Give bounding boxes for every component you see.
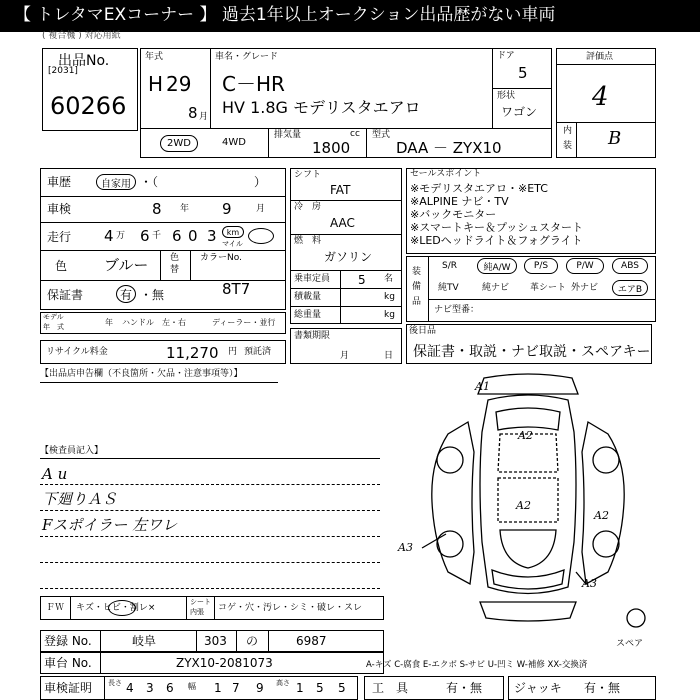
load-label: 積載量 [294,292,322,302]
load-unit: kg [384,292,395,302]
ac-value: AAC [330,216,355,230]
diagram-label-a3-left: A3 [398,541,413,554]
model-year-dealer: ディーラー・並行 [212,318,276,327]
color-change-label-1: 色 [170,253,180,263]
inspection-month-unit: 月 [256,204,266,214]
cert-width-digit: 7 [232,681,240,695]
body-type-value: ワゴン [501,105,538,119]
registration-pref: 岐阜 [132,634,157,648]
cert-length-digit: 6 [166,681,174,695]
cert-length-digit: 3 [146,681,154,695]
equipment-ext-navi: 外ナビ [571,283,599,293]
jack-value: 有・無 [584,681,621,695]
mileage-circle-mark [248,228,274,244]
warranty-yes: 有 [116,285,136,303]
inspection-month: 9 [222,200,232,218]
sales-point-item: ※モデリスタエアロ・※ETC [410,182,548,195]
cert-height-digit: 1 [296,681,304,695]
cert-width-digit: 1 [214,681,222,695]
inspector-note: A u [42,465,68,483]
recycle-label: リサイクル料金 [46,347,108,357]
diagram-label-a2-roof: A2 [516,499,531,512]
damage-legend: A-キズ C-腐食 E-エクボ S-サビ U-凹ミ W-補修 XX-交換済 [366,660,588,670]
model-year-handle: ハンドル 左・右 [122,318,186,327]
equipment-label-3: 品 [412,297,422,307]
equipment-sunroof: S/R [442,261,457,271]
sales-point-item: ※ALPINE ナビ・TV [410,195,509,208]
equipment-abs: ABS [612,258,648,274]
equipment-label-2: 備 [412,282,422,292]
registration-label: 登録 No. [44,634,92,648]
model-grade: HV 1.8G モデリスタエアロ [222,98,421,117]
diagram-label-a2-front: A2 [518,429,533,442]
shift-value: FAT [330,183,351,197]
inspector-note: Fスポイラー 左ワレ [42,516,178,534]
chassis-label: 車台 No. [44,656,92,670]
mileage-sen-unit: 千 [152,231,162,241]
model-year-label-2: 年 式 [43,323,64,331]
history-label: 車歴 [47,175,72,189]
registration-kana: の [246,634,259,648]
sales-point-item: ※LEDヘッドライト＆フォグライト [410,234,583,247]
diagram-label-a2-side: A2 [594,509,609,522]
history-value: 自家用 [96,174,136,190]
doc-deadline-day-unit: 日 [384,351,394,361]
recycle-value: 11,270 [166,344,219,362]
equipment-label-1: 装 [412,267,422,277]
sales-point-item: ※バックモニター [410,208,497,221]
equipment-leather: 革シート [530,283,567,293]
cert-length-label: 長さ [108,679,122,687]
doors-value: 5 [518,64,528,82]
seat-items: コゲ・穴・汚レ・シミ・破レ・スレ [218,603,363,613]
diagram-label-a1: A1 [475,380,490,393]
registration-number: 6987 [296,634,327,648]
body-type-label: 形状 [497,91,516,101]
shift-label: シフト [294,170,322,180]
recycle-unit: 円 [228,347,238,357]
header-title: 【 トレタマEXコーナー 】 過去1年以上オークション出品歴がない車両 [14,5,556,25]
cert-length-digit: 4 [126,681,134,695]
cert-height-label: 高さ [276,679,290,687]
cert-height-digit: 5 [338,681,346,695]
equipment-tv: 純TV [438,283,459,293]
model-code-label: 型式 [372,130,391,140]
lot-label: 出品No. [58,53,110,69]
drive-4wd-option: 4WD [222,137,246,148]
lot-small-code: [2031] [48,66,78,76]
score-value: 4 [592,82,609,112]
capacity-unit: 名 [384,274,394,284]
interior-label-1: 内 [563,126,573,136]
mileage-label: 走行 [47,230,72,244]
ac-label: 冷 房 [294,202,322,212]
doc-deadline-month-unit: 月 [340,351,350,361]
interior-value: B [608,128,622,149]
mileage-sen: 6 [140,227,150,245]
sales-point-item: ※スマートキー＆プッシュスタート [410,221,584,234]
sales-points-label: セールスポイント [410,169,482,179]
registration-class: 303 [204,634,227,648]
warranty-rest: ・無 [140,288,165,302]
score-label: 評価点 [586,52,614,62]
mileage-man: 4 [104,227,114,245]
doc-deadline-label: 書類期限 [294,331,331,341]
fuel-value: ガソリン [324,250,373,264]
tools-label: 工 具 [372,681,409,695]
cert-label: 車検証明 [44,681,93,695]
year-month: 8 [188,104,198,122]
color-no-value: 8T7 [222,280,251,298]
inspector-note: 下廻りＡＳ [42,490,118,508]
fw-label: ＦＷ [46,603,65,613]
color-change-label-2: 替 [170,265,180,275]
recycle-note: 預託済 [244,347,272,357]
displacement-unit: cc [350,129,360,139]
displacement-label: 排気量 [274,130,302,140]
capacity-value: 5 [358,273,366,287]
color-no-label: カラーNo. [200,253,242,263]
equipment-alloy-wheels: 純A/W [477,258,517,274]
jack-label: ジャッキ [514,681,562,695]
chassis-value: ZYX10-2081073 [176,656,273,670]
equipment-power-windows: P/W [566,258,604,274]
fuel-label: 燃 料 [294,236,322,246]
capacity-label: 乗車定員 [294,274,331,284]
sub-header: ( 複合機 ) 対応用紙 [42,31,121,41]
weight-label: 総重量 [294,310,322,320]
diagram-label-a3-right: A3 [582,577,597,590]
mileage-unit-mile: マイル [222,240,243,248]
equipment-navi-model: ナビ型番： [434,305,480,315]
seat-label-2: 内張 [190,608,204,616]
model-code-value: DAA － ZYX10 [396,139,502,157]
year-month-unit: 月 [199,112,209,122]
seat-label-1: シート [190,598,211,606]
mileage-digit-1: 6 [172,227,182,245]
inspector-label: 【検査員記入】 [40,446,104,456]
mileage-digit-3: 3 [207,227,217,245]
cert-width-digit: 9 [256,681,264,695]
equipment-navi: 純ナビ [482,283,510,293]
year-era: H [148,72,164,96]
cert-height-digit: 5 [316,681,324,695]
color-value: ブルー [104,256,149,274]
displacement-value: 1800 [312,139,351,157]
fw-circle-mark [108,600,136,616]
delivery-value: 保証書・取説・ナビ取説・スペアキー [413,344,651,360]
color-label: 色 [55,259,68,273]
model-label: 車名・グレード [215,52,279,62]
doors-label: ドア [497,51,515,61]
mileage-man-unit: 万 [116,231,126,241]
cert-width-label: 幅 [188,682,196,691]
inspection-year-unit: 年 [180,204,190,214]
drive-2wd-option: 2WD [160,135,198,152]
mileage-digit-2: 0 [188,227,198,245]
model-name: C－HR [222,72,285,96]
weight-unit: kg [384,310,395,320]
year-value: 29 [166,72,192,96]
equipment-power-steering: P/S [524,258,558,274]
model-year-year-label: 年 [105,318,113,327]
inspection-label: 車検 [47,202,72,216]
year-label: 年式 [145,52,164,62]
fw-items: キズ・ヒビ・割レ× [76,603,156,613]
lot-number: 60266 [50,92,127,120]
equipment-airbag: エアB [612,280,648,296]
inspection-year: 8 [152,200,162,218]
model-year-label-1: モデル [43,313,64,321]
seller-notes-label: 【出品店申告欄（不良箇所・欠品・注意事項等）】 [40,369,243,379]
tools-value: 有・無 [446,681,483,695]
spare-label: スペア [616,639,644,649]
mileage-unit-km: km [222,226,244,238]
interior-label-2: 装 [563,141,573,151]
delivery-label: 後日品 [409,326,437,336]
history-rest: ・（ ） [140,175,267,189]
warranty-label: 保証書 [47,288,84,302]
